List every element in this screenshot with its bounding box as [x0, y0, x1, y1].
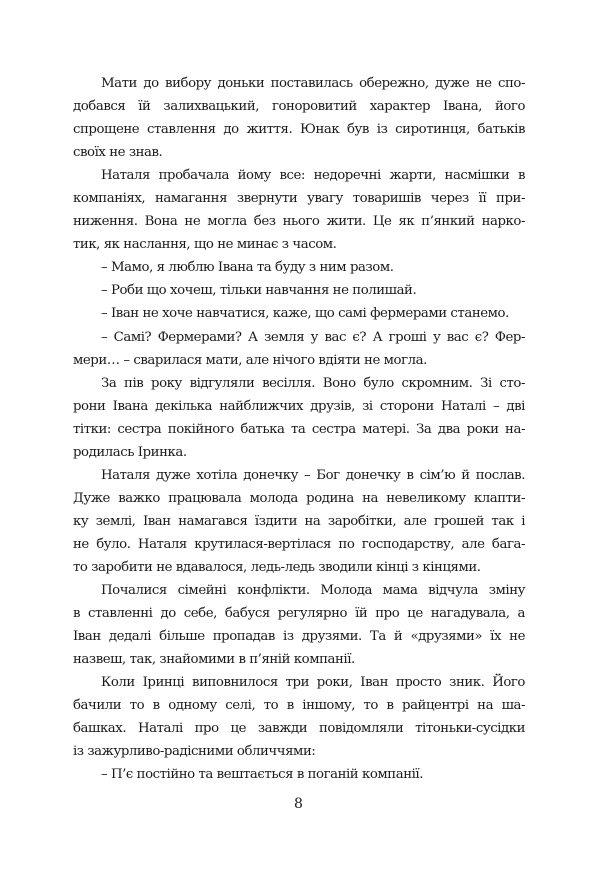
text-line: Почалися сімейні конфлікти. Молода мама відчула зміну [101, 583, 525, 599]
text-line: – Роби що хочеш, тільки навчання не полишай. [101, 283, 417, 299]
text-line: тітки: сестра покійного батька та сестра матері. За два роки на- [73, 421, 525, 437]
text-line: із зажурливо-радісними обличчями: [73, 744, 316, 760]
text-line: – Самі? Фермерами? А земля у вас є? А гроші у вас є? Фер- [101, 329, 525, 345]
text-line: Дуже важко працювала молода родина на невеликому клапти- [73, 490, 525, 506]
text-line: не було. Наталя крутилася-вертілася по господарству, але бага- [73, 536, 525, 552]
text-line: родилась Іринка. [73, 444, 187, 460]
text-line: своїх не знав. [73, 145, 163, 161]
text-line: Мати до вибору доньки поставилась обережно, дуже не спо- [101, 76, 525, 91]
text-line: башках. Наталі про це завжди повідомляли тітоньки-сусідки [73, 721, 525, 737]
text-line: Наталя пробачала йому все: недоречні жарти, насмішки в [101, 168, 525, 184]
text-line: то заробити не вдавалося, ледь-ледь зводили кінці з кінцями. [73, 559, 481, 575]
text-line: бачили то в одному селі, то в іншому, то в райцентрі на ша- [73, 698, 525, 714]
page-number: 8 [294, 796, 303, 812]
text-line: мери… – сварилася мати, але нічого вдіяти не могла. [73, 352, 427, 368]
text-line: добався їй залихвацький, гоноровитий характер Івана, його [73, 99, 525, 115]
text-line: ку землі, Іван намагався їздити на заробітки, але грошей так і [73, 513, 525, 529]
text-line: спрощене ставлення до життя. Юнак був із сиротинця, батьків [73, 122, 525, 138]
text-line: – П’є постійно та вештається в поганій компанії. [101, 767, 423, 783]
text-line: Іван дедалі більше пропадав із друзями. Та й «друзями» їх не [73, 629, 525, 645]
text-line: назвеш, так, знайомими в п’яній компанії. [73, 652, 355, 668]
text-line: рони Івана декілька найближчих друзів, зі сторони Наталі – дві [73, 398, 525, 414]
text-line: в ставленні до себе, бабуся регулярно їй про це нагадувала, а [73, 606, 525, 622]
text-line: тик, як наслання, що не минає з часом. [73, 237, 337, 253]
text-line: Наталя дуже хотіла донечку – Бог донечку в сім’ю й послав. [101, 467, 525, 483]
body-text [73, 72, 525, 786]
text-line: ниження. Вона не могла без нього жити. Це як п’янкий нарко- [73, 214, 525, 230]
text-line: За пів року відгуляли весілля. Воно було скромним. Зі сто- [101, 375, 525, 391]
text-line: – Іван не хоче навчатися, каже, що самі фермерами станемо. [101, 306, 509, 322]
text-line: Коли Іринці виповнилося три роки, Іван просто зник. Його [101, 675, 525, 691]
text-line: компаніях, намагання звернути увагу товаришів через її при- [73, 191, 525, 207]
text-line: – Мамо, я люблю Івана та буду з ним разом. [101, 260, 394, 276]
